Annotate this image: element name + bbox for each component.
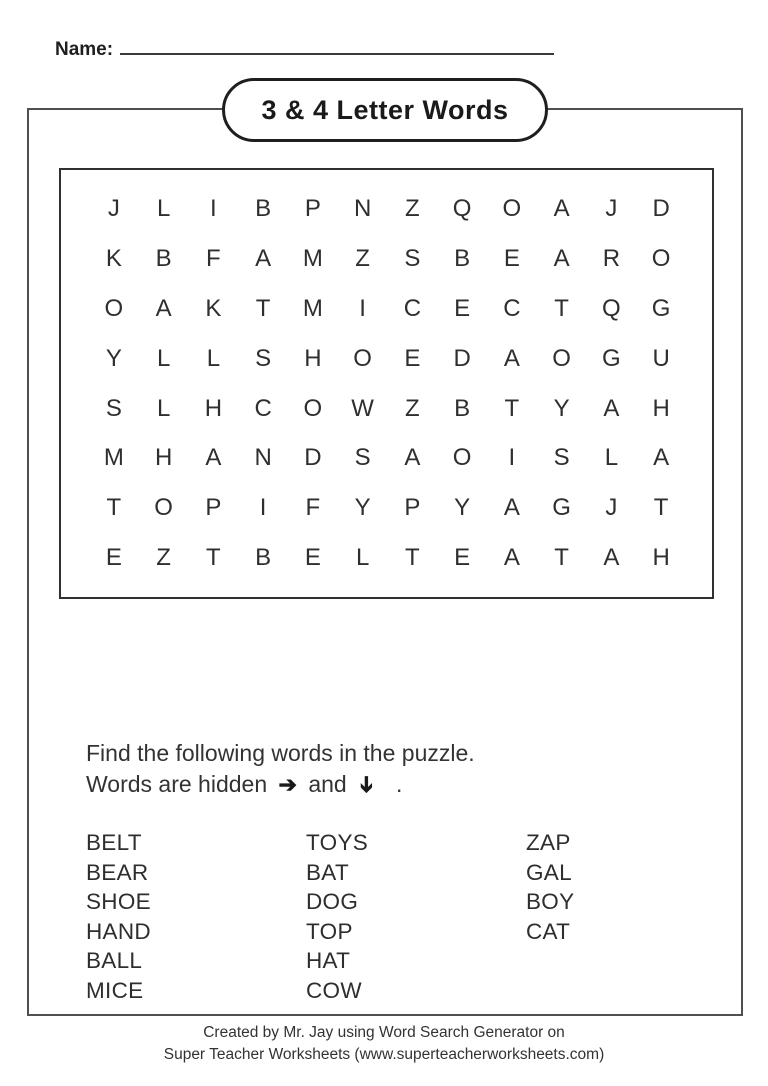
puzzle-letter: T [106,494,122,522]
word-list-item: GAL [526,859,572,885]
puzzle-letter: A [155,294,172,322]
puzzle-letter: I [359,294,366,322]
puzzle-letter: B [255,194,272,222]
puzzle-letter: H [204,394,223,422]
puzzle-letter: Z [405,394,420,422]
puzzle-letter: A [404,444,421,472]
puzzle-letter: L [156,344,171,372]
name-label: Name: [55,39,114,60]
footer-line1: Created by Mr. Jay using Word Search Generator on [203,1024,565,1041]
word-list-item: SHOE [86,889,151,914]
puzzle-letter: I [210,194,217,222]
instructions-line2-prefix: Words are hidden [86,771,268,797]
instructions-line2 [86,769,475,800]
word-list-item: HAND [86,918,151,944]
puzzle-letter: P [404,494,421,522]
puzzle-letter: A [503,544,520,572]
puzzle-letter: H [304,344,322,372]
puzzle-letter: T [255,294,271,322]
instructions-line2-period: . [395,771,403,797]
puzzle-letter: Y [105,344,122,372]
puzzle-letter: E [454,544,471,572]
word-list-column-3 [526,828,574,1005]
puzzle-letter: L [355,544,370,572]
puzzle-letter: T [554,544,569,572]
puzzle-letter: J [107,194,120,222]
puzzle-letter: B [454,244,471,272]
puzzle-letter: T [405,544,420,572]
puzzle-letter: T [206,544,221,572]
puzzle-letter: I [259,494,267,522]
puzzle-letter: Y [553,394,570,422]
word-list-item: BEAR [86,859,149,885]
title-pill [222,78,548,142]
instructions-line1: Find the following words in the puzzle. [86,740,475,766]
puzzle-letter: B [155,244,172,272]
puzzle-letter: A [255,244,272,272]
puzzle-letter: Q [602,294,621,322]
puzzle-letter: A [603,544,620,572]
down-arrow-icon: ➔ [354,775,380,794]
puzzle-letter: A [205,444,222,472]
puzzle-box [59,168,714,599]
puzzle-letter: B [255,544,272,572]
puzzle-letter: B [454,394,471,422]
puzzle-letter: D [453,344,471,372]
word-list-item: COW [306,977,362,1003]
word-list-item: TOP [306,918,353,944]
puzzle-letter: J [605,494,618,522]
word-list-item: DOG [306,889,359,914]
puzzle-letter: G [552,494,571,522]
puzzle-letter: F [305,494,321,522]
puzzle-letter: Z [156,544,171,572]
puzzle-letter: L [156,194,171,222]
puzzle-letter: A [503,494,520,522]
puzzle-letter: R [602,244,621,272]
puzzle-letter: T [554,294,569,322]
puzzle-letter: A [653,444,670,472]
puzzle-letter: Z [405,194,420,222]
footer-credit [0,1022,768,1066]
puzzle-letter: Y [354,494,371,522]
puzzle-letter: L [156,394,171,422]
puzzle-letter: W [351,394,374,422]
puzzle-letter: D [652,194,670,222]
name-row [55,36,554,61]
puzzle-letter: E [503,244,520,272]
puzzle-letter: M [302,244,323,272]
word-list-item: BOY [526,889,575,914]
word-list-item: ZAP [526,830,571,855]
puzzle-letter: G [651,294,671,322]
puzzle-letter: K [105,244,122,272]
puzzle-letter: M [103,444,124,472]
puzzle-letter: F [206,244,221,272]
word-list-item: BAT [306,859,349,885]
puzzle-letter: A [503,344,520,372]
puzzle-letter: S [404,244,421,272]
puzzle-letter: H [652,544,670,572]
puzzle-letter: Q [452,194,472,222]
puzzle-grid [61,170,712,583]
page-title: 3 & 4 Letter Words [261,94,509,125]
instructions [86,738,475,800]
puzzle-letter: O [452,444,472,472]
puzzle-letter: D [304,444,322,472]
footer-line2: Super Teacher Worksheets (www.superteacherworksheets.com) [163,1046,605,1063]
puzzle-letter: A [553,194,570,222]
puzzle-letter: J [605,194,618,222]
puzzle-letter: O [154,494,173,522]
puzzle-letter: T [653,494,669,522]
puzzle-letter: G [602,344,621,372]
word-list-item: BALL [86,948,143,973]
puzzle-letter: Z [355,244,370,272]
right-arrow-icon: ➔ [278,772,297,797]
puzzle-letter: A [603,394,620,422]
puzzle-letter: H [652,394,670,422]
puzzle-letter: H [154,444,173,472]
puzzle-letter: S [255,344,272,372]
puzzle-letter: C [403,294,422,322]
puzzle-letter: I [508,444,516,472]
puzzle-letter: O [104,294,124,322]
puzzle-letter: O [651,244,671,272]
puzzle-letter: K [205,294,222,322]
word-list [86,828,574,1005]
puzzle-letter: E [454,294,471,322]
word-list-item: CAT [526,918,571,944]
puzzle-letter: L [604,444,619,472]
word-list-item: MICE [86,977,144,1003]
puzzle-letter: O [303,394,323,422]
puzzle-letter: N [254,444,272,472]
puzzle-letter: M [302,294,323,322]
worksheet-frame [27,94,743,1016]
puzzle-letter: O [502,194,522,222]
puzzle-letter: O [353,344,372,372]
puzzle-letter: E [105,544,122,572]
puzzle-letter: U [652,344,670,372]
word-list-item: TOYS [306,830,369,855]
puzzle-letter: S [105,394,122,422]
name-fill-in-line [120,36,554,55]
puzzle-letter: A [553,244,570,272]
puzzle-letter: S [354,444,371,472]
puzzle-letter: C [254,394,272,422]
puzzle-letter: P [304,194,321,222]
puzzle-letter: C [503,294,521,322]
word-list-column-2 [306,828,526,1005]
word-list-column-1 [86,828,306,1005]
puzzle-letter: E [304,544,321,572]
word-list-item: BELT [86,830,142,855]
puzzle-letter: L [206,344,221,372]
puzzle-letter: T [504,394,520,422]
word-list-item: HAT [306,948,351,973]
puzzle-letter: S [553,444,570,472]
puzzle-letter: N [353,194,372,222]
puzzle-letter: P [205,494,222,522]
puzzle-letter: O [552,344,571,372]
puzzle-letter: Y [454,494,471,522]
puzzle-letter: E [404,344,421,372]
instructions-line2-and: and [308,771,347,797]
